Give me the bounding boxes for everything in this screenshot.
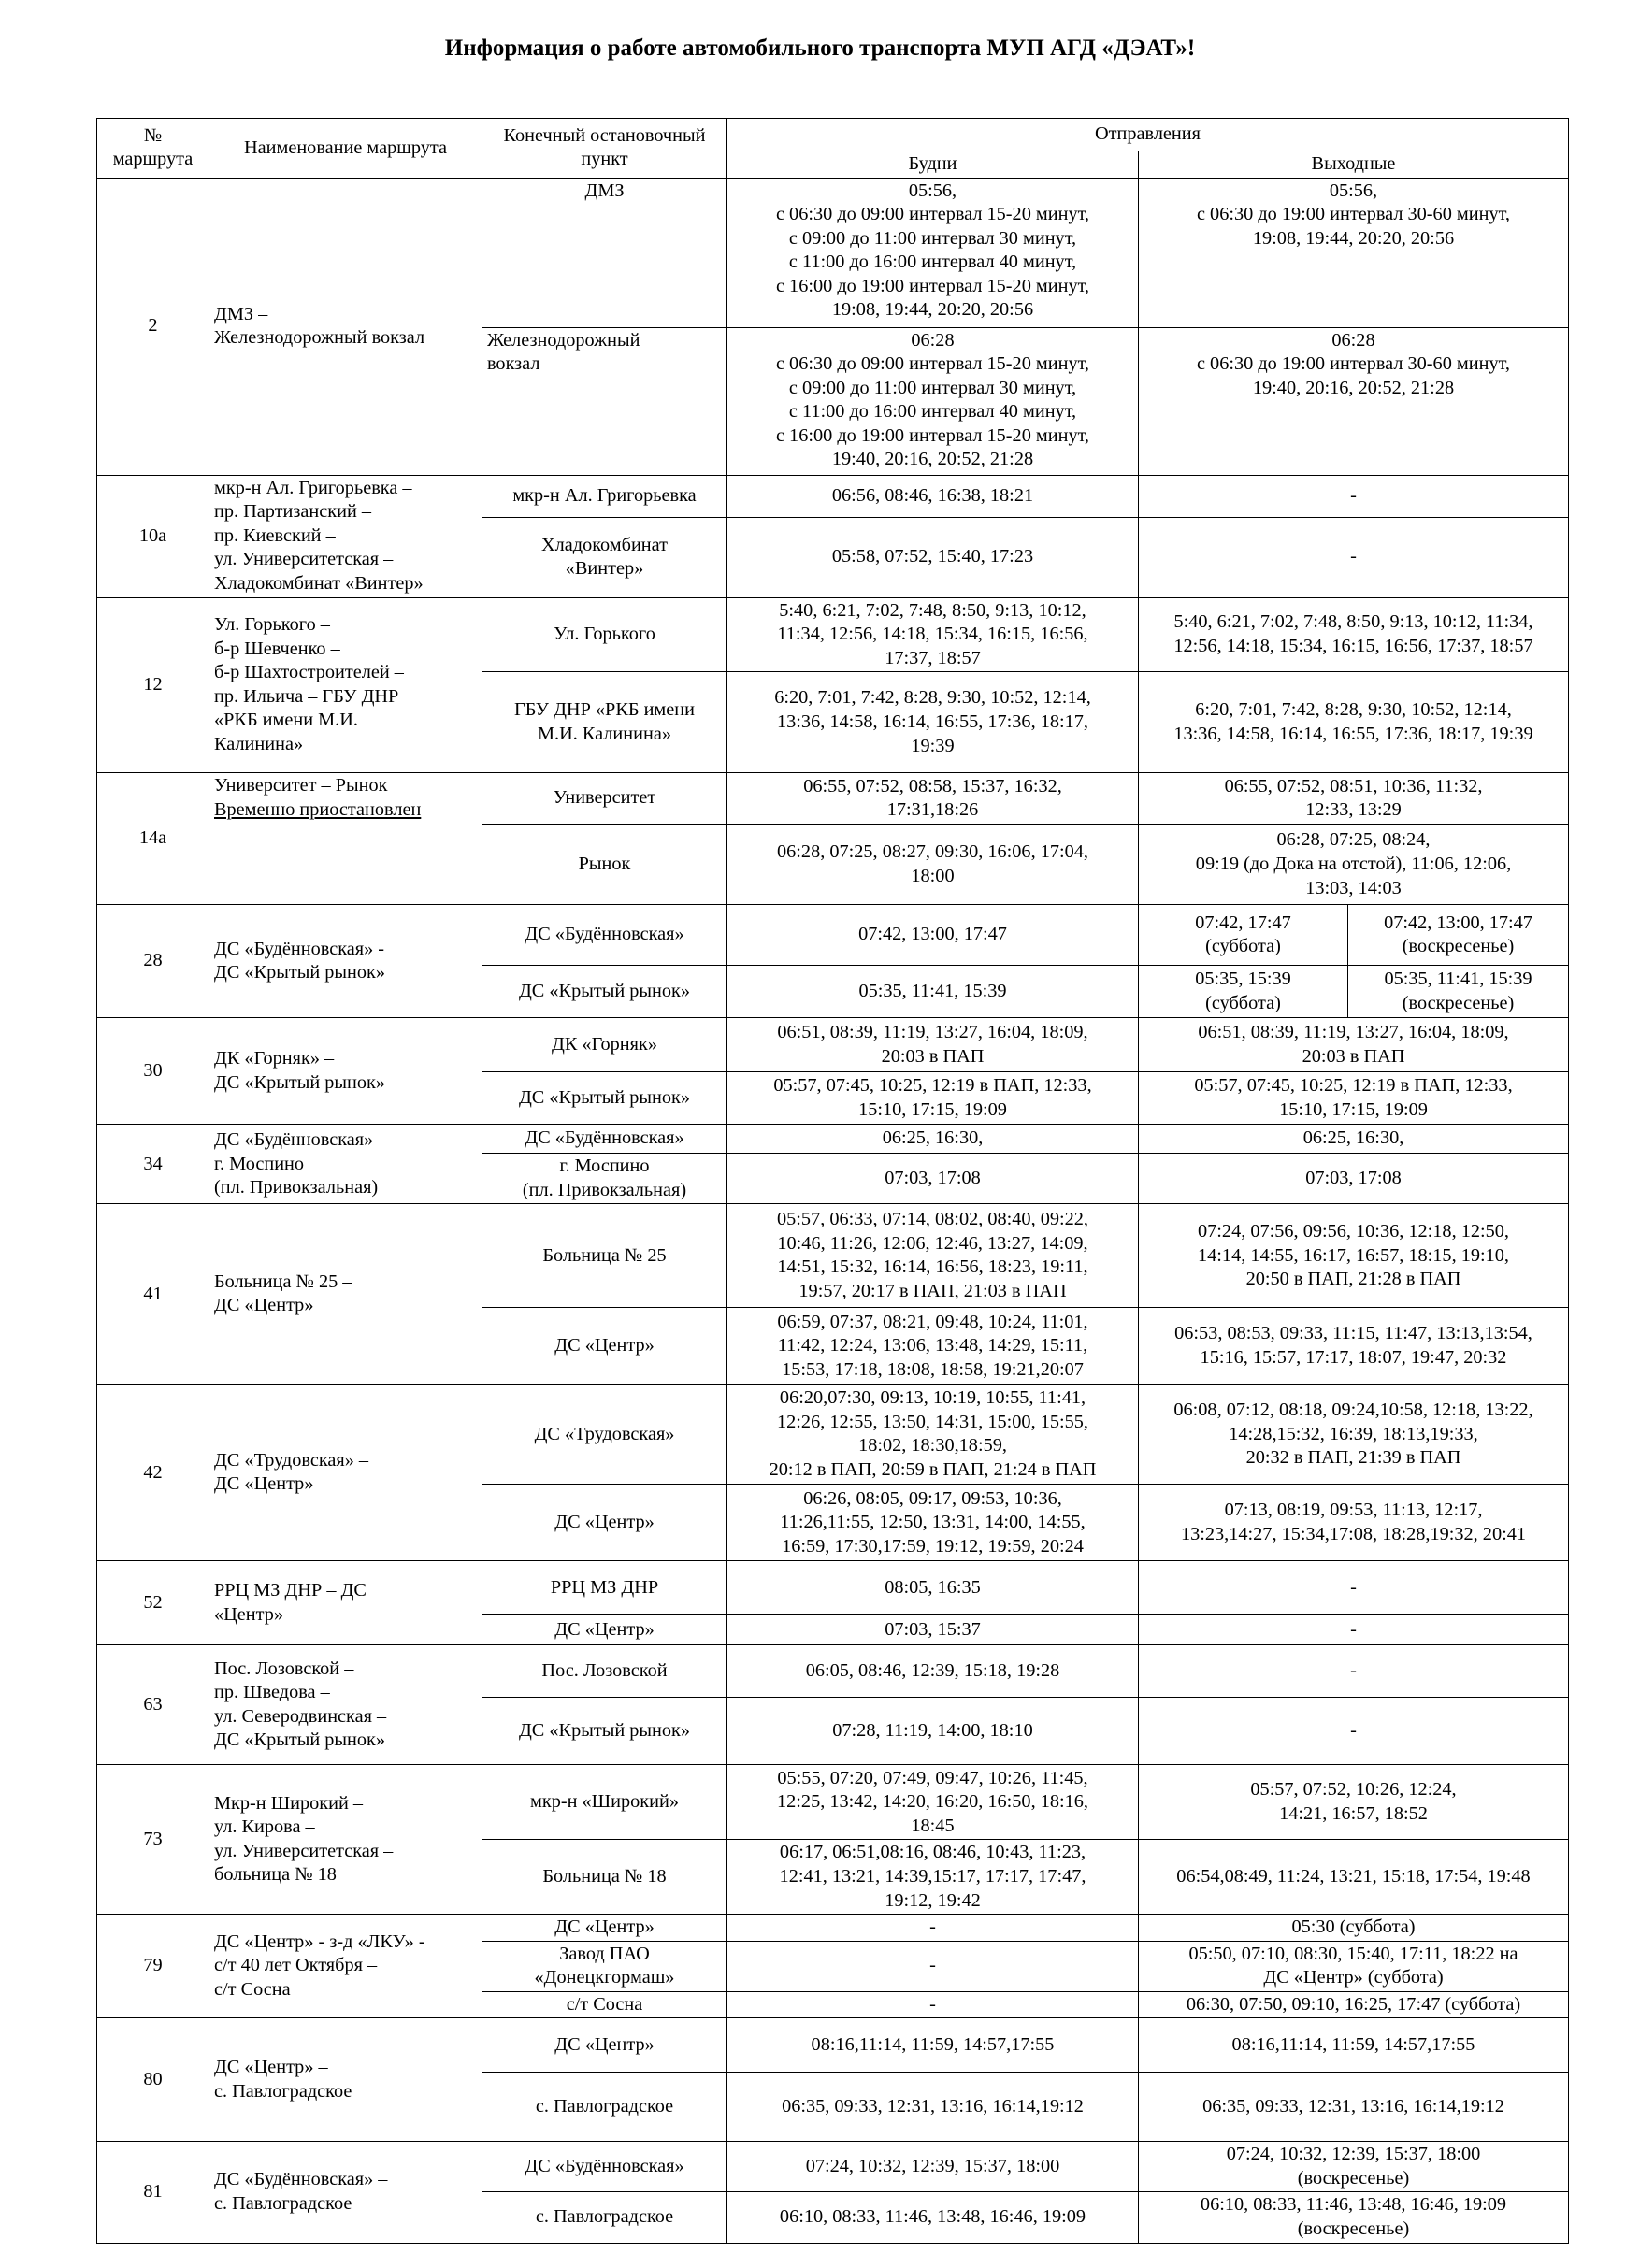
stop-name: ДС «Крытый рынок» [482, 1072, 727, 1125]
weekday-departures: 07:03, 15:37 [727, 1615, 1139, 1645]
route-number: 42 [97, 1385, 209, 1561]
route-name-text: Ул. Горького – б-р Шевченко – б-р Шахтостроителей – пр. Ильича – ГБУ ДНР «РКБ имени М.И. Калинина» [214, 614, 404, 755]
weekday-departures: 06:28 с 06:30 до 09:00 интервал 15-20 минут, с 09:00 до 11:00 интервал 30 минут, с 11:00 до 16:00 интервал 40 минут, с 16:00 до 19:00 интервал 15-20 минут, 19:40, 20:16, 20:52, 21:28 [727, 327, 1139, 475]
weekday-departures: 06:25, 16:30, [727, 1125, 1139, 1154]
route-name-text: ДС «Трудовская» – ДС «Центр» [214, 1449, 369, 1495]
route-name [209, 1561, 482, 1645]
weekend-departures: - [1139, 517, 1569, 597]
stop-name: РРЦ МЗ ДНР [482, 1561, 727, 1615]
route-number: 10а [97, 475, 209, 597]
weekend-departures: 06:55, 07:52, 08:51, 10:36, 11:32, 12:33, 13:29 [1139, 773, 1569, 825]
route-name [209, 2142, 482, 2243]
weekday-departures: 06:20,07:30, 09:13, 10:19, 10:55, 11:41, 12:26, 12:55, 13:50, 14:31, 15:00, 15:55, 18:02, 18:30,18:59, 20:12 в ПАП, 20:59 в ПАП, 21:24 в ПАП [727, 1385, 1139, 1485]
stop-name: Ул. Горького [482, 597, 727, 672]
route-name-text: ДС «Будённовская» – г. Моспино (пл. Привокзальная) [214, 1128, 388, 1199]
route-name [209, 1385, 482, 1561]
weekend-departures: 08:16,11:14, 11:59, 14:57,17:55 [1139, 2018, 1569, 2073]
weekend-departures: 07:24, 10:32, 12:39, 15:37, 18:00 (воскресенье) [1139, 2142, 1569, 2192]
weekend-departures: 05:57, 07:45, 10:25, 12:19 в ПАП, 12:33, 15:10, 17:15, 19:09 [1139, 1072, 1569, 1125]
weekend-departures: 05:30 (суббота) [1139, 1915, 1569, 1942]
weekday-departures: 06:10, 08:33, 11:46, 13:48, 16:46, 19:09 [727, 2192, 1139, 2243]
stop-name: ДС «Будённовская» [482, 905, 727, 966]
route-name [209, 597, 482, 773]
header-row [97, 119, 1569, 151]
stop-name: мкр-н «Широкий» [482, 1765, 727, 1840]
weekend-departures: 06:28 с 06:30 до 19:00 интервал 30-60 минут, 19:40, 20:16, 20:52, 21:28 [1139, 327, 1569, 475]
weekend-departures: 06:10, 08:33, 11:46, 13:48, 16:46, 19:09 (воскресенье) [1139, 2192, 1569, 2243]
route-name [209, 1765, 482, 1915]
weekday-departures: 07:28, 11:19, 14:00, 18:10 [727, 1698, 1139, 1765]
route-row [97, 2142, 1569, 2192]
weekend-departures: 5:40, 6:21, 7:02, 7:48, 8:50, 9:13, 10:12, 11:34, 12:56, 14:18, 15:34, 16:15, 16:56, 17:37, 18:57 [1139, 597, 1569, 672]
stop-name: г. Моспино (пл. Привокзальная) [482, 1154, 727, 1204]
schedule-body [97, 178, 1569, 2243]
route-name-text: мкр-н Ал. Григорьевка – пр. Партизанский – пр. Киевский – ул. Университетская – Хладокомбинат «Винтер» [214, 477, 424, 594]
weekend-departures: - [1139, 475, 1569, 517]
route-name [209, 1915, 482, 2018]
stop-name: с/т Сосна [482, 1991, 727, 2018]
weekend-departures: - [1139, 1615, 1569, 1645]
stop-name: ГБУ ДНР «РКБ имени М.И. Калинина» [482, 672, 727, 773]
stop-name: ДС «Центр» [482, 1485, 727, 1561]
stop-name: ДС «Центр» [482, 1615, 727, 1645]
route-number: 30 [97, 1018, 209, 1125]
route-row [97, 905, 1569, 966]
route-number: 12 [97, 597, 209, 773]
route-number: 52 [97, 1561, 209, 1645]
header-route-number: № маршрута [97, 119, 209, 179]
weekday-departures: 06:59, 07:37, 08:21, 09:48, 10:24, 11:01, 11:42, 12:24, 13:06, 13:48, 14:29, 15:11, 15:53, 17:18, 18:08, 18:58, 19:21,20:07 [727, 1308, 1139, 1385]
stop-name: Университет [482, 773, 727, 825]
weekday-departures: - [727, 1915, 1139, 1942]
weekend-departures: 06:53, 08:53, 09:33, 11:15, 11:47, 13:13,13:54, 15:16, 15:57, 17:17, 18:07, 19:47, 20:32 [1139, 1308, 1569, 1385]
weekday-departures: 08:16,11:14, 11:59, 14:57,17:55 [727, 2018, 1139, 2073]
route-name [209, 1204, 482, 1385]
weekend-departures: - [1139, 1561, 1569, 1615]
weekend-departures: 06:30, 07:50, 09:10, 16:25, 17:47 (суббота) [1139, 1991, 1569, 2018]
route-row [97, 1645, 1569, 1698]
route-name-text: Больница № 25 – ДС «Центр» [214, 1270, 352, 1316]
route-number: 73 [97, 1765, 209, 1915]
weekend-departures: 06:28, 07:25, 08:24, 09:19 (до Дока на отстой), 11:06, 12:06, 13:03, 14:03 [1139, 825, 1569, 905]
route-name-text: Мкр-н Широкий – ул. Кирова – ул. Университетская – больница № 18 [214, 1792, 394, 1886]
stop-name: ДС «Крытый рынок» [482, 966, 727, 1018]
stop-name: ДС «Крытый рынок» [482, 1698, 727, 1765]
route-number: 80 [97, 2018, 209, 2142]
route-name-text: ДМЗ – Железнодорожный вокзал [214, 303, 425, 349]
route-number: 34 [97, 1125, 209, 1204]
stop-name: ДС «Будённовская» [482, 2142, 727, 2192]
stop-name: с. Павлоградское [482, 2073, 727, 2142]
weekday-departures: 05:58, 07:52, 15:40, 17:23 [727, 517, 1139, 597]
route-name-text: Пос. Лозовской – пр. Шведова – ул. Северодвинская – ДС «Крытый рынок» [214, 1658, 387, 1751]
route-row [97, 1204, 1569, 1308]
weekend-departures: 06:54,08:49, 11:24, 13:21, 15:18, 17:54, 19:48 [1139, 1840, 1569, 1915]
route-name-text: РРЦ МЗ ДНР – ДС «Центр» [214, 1580, 367, 1625]
weekend-departures: 06:08, 07:12, 08:18, 09:24,10:58, 12:18, 13:22, 14:28,15:32, 16:39, 18:13,19:33, 20:32 в ПАП, 21:39 в ПАП [1139, 1385, 1569, 1485]
weekend-departures: 05:56, с 06:30 до 19:00 интервал 30-60 минут, 19:08, 19:44, 20:20, 20:56 [1139, 178, 1569, 327]
weekend-departures: 05:57, 07:52, 10:26, 12:24, 14:21, 16:57, 18:52 [1139, 1765, 1569, 1840]
route-name-text: ДС «Центр» – с. Павлоградское [214, 2057, 352, 2102]
weekday-departures: 06:28, 07:25, 08:27, 09:30, 16:06, 17:04, 18:00 [727, 825, 1139, 905]
weekday-departures: 05:56, с 06:30 до 09:00 интервал 15-20 минут, с 09:00 до 11:00 интервал 30 минут, с 11:00 до 16:00 интервал 40 минут, с 16:00 до 19:00 интервал 15-20 минут, 19:08, 19:44, 20:20, 20:56 [727, 178, 1139, 327]
route-name [209, 905, 482, 1018]
weekday-departures: 07:03, 17:08 [727, 1154, 1139, 1204]
weekday-departures: 06:26, 08:05, 09:17, 09:53, 10:36, 11:26,11:55, 12:50, 13:31, 14:00, 14:55, 16:59, 17:30,17:59, 19:12, 19:59, 20:24 [727, 1485, 1139, 1561]
weekend-departures: - [1139, 1698, 1569, 1765]
stop-name: Пос. Лозовской [482, 1645, 727, 1698]
weekday-departures: 08:05, 16:35 [727, 1561, 1139, 1615]
route-row [97, 1765, 1569, 1840]
stop-name: ДС «Трудовская» [482, 1385, 727, 1485]
stop-name: ДС «Центр» [482, 2018, 727, 2073]
sunday-departures: 07:42, 13:00, 17:47 (воскресенье) [1348, 905, 1569, 966]
route-name [209, 1645, 482, 1765]
stop-name: мкр-н Ал. Григорьевка [482, 475, 727, 517]
route-name-text: ДС «Центр» - з-д «ЛКУ» - с/т 40 лет Октября – с/т Сосна [214, 1931, 425, 2000]
route-name-text: ДК «Горняк» – ДС «Крытый рынок» [214, 1048, 386, 1093]
weekend-departures: 06:25, 16:30, [1139, 1125, 1569, 1154]
route-name [209, 178, 482, 475]
route-name-text: Университет – Рынок [214, 775, 388, 797]
weekday-departures: 6:20, 7:01, 7:42, 8:28, 9:30, 10:52, 12:14, 13:36, 14:58, 16:14, 16:55, 17:36, 18:17, 19:39 [727, 672, 1139, 773]
stop-name: ДС «Будённовская» [482, 1125, 727, 1154]
stop-name: Завод ПАО «Донецкгормаш» [482, 1941, 727, 1991]
header-route-name: Наименование маршрута [209, 119, 482, 179]
weekend-departures: 06:51, 08:39, 11:19, 13:27, 16:04, 18:09, 20:03 в ПАП [1139, 1018, 1569, 1072]
weekday-departures: 07:42, 13:00, 17:47 [727, 905, 1139, 966]
weekday-departures: 05:55, 07:20, 07:49, 09:47, 10:26, 11:45, 12:25, 13:42, 14:20, 16:20, 16:50, 18:16, 18:45 [727, 1765, 1139, 1840]
weekend-departures: 6:20, 7:01, 7:42, 8:28, 9:30, 10:52, 12:14, 13:36, 14:58, 16:14, 16:55, 17:36, 18:17, 19:39 [1139, 672, 1569, 773]
route-number: 79 [97, 1915, 209, 2018]
route-row [97, 1915, 1569, 1942]
weekday-departures: 06:17, 06:51,08:16, 08:46, 10:43, 11:23, 12:41, 13:21, 14:39,15:17, 17:17, 17:47, 19:12, 19:42 [727, 1840, 1139, 1915]
weekday-departures: 5:40, 6:21, 7:02, 7:48, 8:50, 9:13, 10:12, 11:34, 12:56, 14:18, 15:34, 16:15, 16:56, 17:37, 18:57 [727, 597, 1139, 672]
route-row [97, 773, 1569, 825]
weekday-departures: 07:24, 10:32, 12:39, 15:37, 18:00 [727, 2142, 1139, 2192]
weekend-departures: - [1139, 1645, 1569, 1698]
route-row [97, 1018, 1569, 1072]
route-number: 2 [97, 178, 209, 475]
weekend-departures: 07:03, 17:08 [1139, 1154, 1569, 1204]
stop-name: Железнодорожный вокзал [482, 327, 727, 475]
header-weekends: Выходные [1139, 151, 1569, 179]
route-row [97, 1385, 1569, 1485]
stop-name: ДС «Центр» [482, 1915, 727, 1942]
weekday-departures: 05:57, 07:45, 10:25, 12:19 в ПАП, 12:33, 15:10, 17:15, 19:09 [727, 1072, 1139, 1125]
route-row [97, 597, 1569, 672]
header-terminal: Конечный остановочный пункт [482, 119, 727, 179]
weekday-departures: 06:35, 09:33, 12:31, 13:16, 16:14,19:12 [727, 2073, 1139, 2142]
weekday-departures: - [727, 1991, 1139, 2018]
stop-name: Хладокомбинат «Винтер» [482, 517, 727, 597]
weekday-departures: 05:35, 11:41, 15:39 [727, 966, 1139, 1018]
schedule-table [96, 118, 1569, 2244]
route-number: 28 [97, 905, 209, 1018]
saturday-departures: 07:42, 17:47 (суббота) [1139, 905, 1348, 966]
route-name-text: ДС «Будённовская» – с. Павлоградское [214, 2169, 388, 2214]
route-name [209, 475, 482, 597]
weekday-departures: 06:05, 08:46, 12:39, 15:18, 19:28 [727, 1645, 1139, 1698]
route-name-text: ДС «Будённовская» - ДС «Крытый рынок» [214, 938, 386, 983]
stop-name: ДС «Центр» [482, 1308, 727, 1385]
weekend-departures: 06:35, 09:33, 12:31, 13:16, 16:14,19:12 [1139, 2073, 1569, 2142]
route-number: 81 [97, 2142, 209, 2243]
page-title: Информация о работе автомобильного транспорта МУП АГД «ДЭАТ»! [444, 36, 1196, 61]
weekday-departures: 06:51, 08:39, 11:19, 13:27, 16:04, 18:09, 20:03 в ПАП [727, 1018, 1139, 1072]
sunday-departures: 05:35, 11:41, 15:39 (воскресенье) [1348, 966, 1569, 1018]
weekend-departures: 07:13, 08:19, 09:53, 11:13, 12:17, 13:23,14:27, 15:34,17:08, 18:28,19:32, 20:41 [1139, 1485, 1569, 1561]
route-name [209, 773, 482, 905]
weekday-departures: 06:56, 08:46, 16:38, 18:21 [727, 475, 1139, 517]
stop-name: ДК «Горняк» [482, 1018, 727, 1072]
stop-name: ДМЗ [482, 178, 727, 327]
saturday-departures: 05:35, 15:39 (суббота) [1139, 966, 1348, 1018]
weekday-departures: 05:57, 06:33, 07:14, 08:02, 08:40, 09:22, 10:46, 11:26, 12:06, 12:46, 13:27, 14:09, 14:51, 15:32, 16:14, 16:56, 18:23, 19:11, 19:57, 20:17 в ПАП, 21:03 в ПАП [727, 1204, 1139, 1308]
route-number: 63 [97, 1645, 209, 1765]
weekend-departures: 07:24, 07:56, 09:56, 10:36, 12:18, 12:50, 14:14, 14:55, 16:17, 16:57, 18:15, 19:10, 20:50 в ПАП, 21:28 в ПАП [1139, 1204, 1569, 1308]
stop-name: с. Павлоградское [482, 2192, 727, 2243]
stop-name: Больница № 25 [482, 1204, 727, 1308]
stop-name: Рынок [482, 825, 727, 905]
route-row [97, 1125, 1569, 1154]
weekday-departures: 06:55, 07:52, 08:58, 15:37, 16:32, 17:31,18:26 [727, 773, 1139, 825]
route-name [209, 1018, 482, 1125]
route-number: 41 [97, 1204, 209, 1385]
route-row [97, 2018, 1569, 2073]
route-name [209, 2018, 482, 2142]
route-name [209, 1125, 482, 1204]
route-row [97, 1561, 1569, 1615]
weekend-departures: 05:50, 07:10, 08:30, 15:40, 17:11, 18:22 на ДС «Центр» (суббота) [1139, 1941, 1569, 1991]
route-row [97, 178, 1569, 327]
header-weekdays: Будни [727, 151, 1139, 179]
route-number: 14а [97, 773, 209, 905]
weekday-departures: - [727, 1941, 1139, 1991]
route-row [97, 475, 1569, 517]
route-status: Временно приостановлен [214, 798, 422, 820]
stop-name: Больница № 18 [482, 1840, 727, 1915]
header-departures: Отправления [727, 119, 1569, 151]
